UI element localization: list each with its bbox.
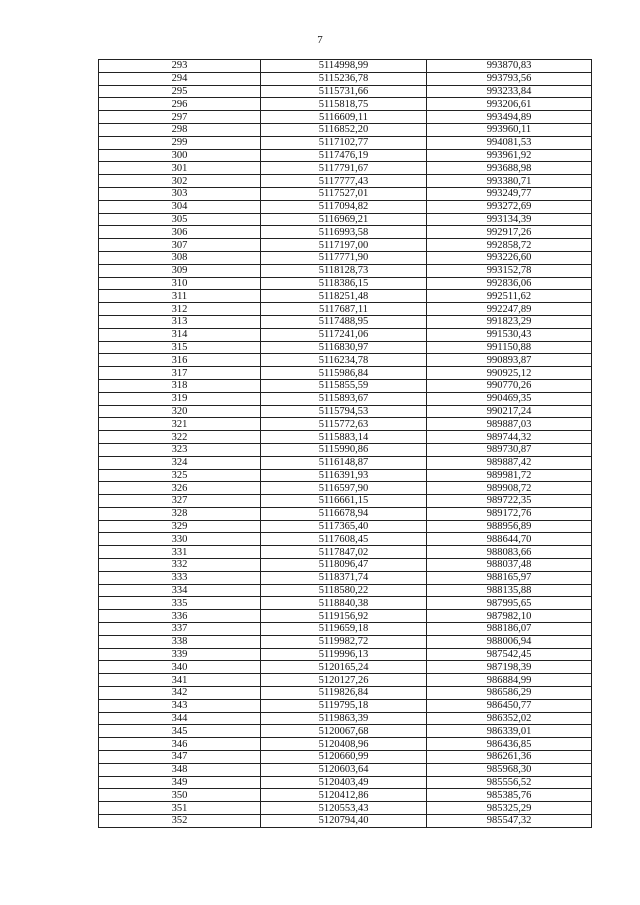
table-row <box>99 482 592 495</box>
coordinate-y-cell: 985556,52 <box>427 776 592 789</box>
point-number-cell: 293 <box>99 60 261 73</box>
table-row <box>99 136 592 149</box>
point-number-cell: 329 <box>99 520 261 533</box>
coordinate-x-cell: 5118128,73 <box>261 264 427 277</box>
table-row <box>99 712 592 725</box>
point-number-cell: 314 <box>99 328 261 341</box>
table-row <box>99 354 592 367</box>
coordinate-x-cell: 5119996,13 <box>261 648 427 661</box>
table-row <box>99 815 592 828</box>
table-row <box>99 495 592 508</box>
coordinate-x-cell: 5117094,82 <box>261 200 427 213</box>
table-row <box>99 72 592 85</box>
coordinate-y-cell: 986436,85 <box>427 738 592 751</box>
table-row <box>99 251 592 264</box>
coordinate-y-cell: 993688,98 <box>427 162 592 175</box>
coordinate-x-cell: 5115893,67 <box>261 392 427 405</box>
page-number: 7 <box>317 34 323 46</box>
coordinate-y-cell: 992858,72 <box>427 239 592 252</box>
coordinate-x-cell: 5117791,67 <box>261 162 427 175</box>
coordinate-x-cell: 5120603,64 <box>261 763 427 776</box>
coordinate-y-cell: 993960,11 <box>427 123 592 136</box>
coordinate-y-cell: 993870,83 <box>427 60 592 73</box>
coordinate-y-cell: 985547,32 <box>427 815 592 828</box>
coordinate-x-cell: 5117102,77 <box>261 136 427 149</box>
point-number-cell: 338 <box>99 635 261 648</box>
point-number-cell: 333 <box>99 571 261 584</box>
coordinate-y-cell: 990925,12 <box>427 367 592 380</box>
point-number-cell: 325 <box>99 469 261 482</box>
point-number-cell: 328 <box>99 507 261 520</box>
coordinate-y-cell: 988644,70 <box>427 533 592 546</box>
table-row <box>99 367 592 380</box>
coordinate-y-cell: 991823,29 <box>427 315 592 328</box>
coordinate-x-cell: 5116148,87 <box>261 456 427 469</box>
coordinate-y-cell: 986450,77 <box>427 699 592 712</box>
table-row <box>99 290 592 303</box>
coordinate-y-cell: 988037,48 <box>427 559 592 572</box>
coordinate-x-cell: 5117608,45 <box>261 533 427 546</box>
coordinate-x-cell: 5118096,47 <box>261 559 427 572</box>
coordinate-x-cell: 5118386,15 <box>261 277 427 290</box>
coordinate-y-cell: 988083,66 <box>427 546 592 559</box>
table-row <box>99 405 592 418</box>
point-number-cell: 323 <box>99 443 261 456</box>
point-number-cell: 308 <box>99 251 261 264</box>
coordinate-x-cell: 5116391,93 <box>261 469 427 482</box>
coordinate-y-cell: 989981,72 <box>427 469 592 482</box>
table-row <box>99 418 592 431</box>
table-row <box>99 98 592 111</box>
table-row <box>99 149 592 162</box>
point-number-cell: 321 <box>99 418 261 431</box>
point-number-cell: 343 <box>99 699 261 712</box>
table-row <box>99 175 592 188</box>
coordinate-x-cell: 5116661,15 <box>261 495 427 508</box>
table-row <box>99 661 592 674</box>
point-number-cell: 350 <box>99 789 261 802</box>
coordinate-y-cell: 993961,92 <box>427 149 592 162</box>
coordinate-x-cell: 5120403,49 <box>261 776 427 789</box>
coordinate-y-cell: 993793,56 <box>427 72 592 85</box>
table-row <box>99 789 592 802</box>
table-row <box>99 571 592 584</box>
coordinate-x-cell: 5119795,18 <box>261 699 427 712</box>
point-number-cell: 306 <box>99 226 261 239</box>
point-number-cell: 316 <box>99 354 261 367</box>
coordinate-x-cell: 5120660,99 <box>261 751 427 764</box>
table-row <box>99 725 592 738</box>
point-number-cell: 334 <box>99 584 261 597</box>
coordinate-y-cell: 993380,71 <box>427 175 592 188</box>
coordinate-x-cell: 5120794,40 <box>261 815 427 828</box>
point-number-cell: 342 <box>99 687 261 700</box>
point-number-cell: 299 <box>99 136 261 149</box>
coordinates-table-body <box>99 60 592 828</box>
coordinate-y-cell: 993233,84 <box>427 85 592 98</box>
coordinate-x-cell: 5115772,63 <box>261 418 427 431</box>
coordinate-x-cell: 5115990,86 <box>261 443 427 456</box>
point-number-cell: 313 <box>99 315 261 328</box>
coordinate-y-cell: 988165,97 <box>427 571 592 584</box>
coordinate-y-cell: 989722,35 <box>427 495 592 508</box>
coordinate-x-cell: 5115794,53 <box>261 405 427 418</box>
coordinate-y-cell: 993249,77 <box>427 187 592 200</box>
table-row <box>99 162 592 175</box>
coordinate-y-cell: 989744,32 <box>427 431 592 444</box>
table-row <box>99 776 592 789</box>
point-number-cell: 305 <box>99 213 261 226</box>
coordinate-y-cell: 991150,88 <box>427 341 592 354</box>
coordinate-y-cell: 989908,72 <box>427 482 592 495</box>
coordinate-y-cell: 993152,78 <box>427 264 592 277</box>
coordinate-x-cell: 5120553,43 <box>261 802 427 815</box>
table-row <box>99 264 592 277</box>
point-number-cell: 301 <box>99 162 261 175</box>
table-row <box>99 559 592 572</box>
coordinate-y-cell: 993272,69 <box>427 200 592 213</box>
coordinate-y-cell: 989172,76 <box>427 507 592 520</box>
table-row <box>99 226 592 239</box>
table-row <box>99 751 592 764</box>
point-number-cell: 298 <box>99 123 261 136</box>
point-number-cell: 296 <box>99 98 261 111</box>
table-row <box>99 623 592 636</box>
coordinate-x-cell: 5117777,43 <box>261 175 427 188</box>
table-row <box>99 111 592 124</box>
point-number-cell: 297 <box>99 111 261 124</box>
point-number-cell: 300 <box>99 149 261 162</box>
point-number-cell: 315 <box>99 341 261 354</box>
coordinate-y-cell: 990469,35 <box>427 392 592 405</box>
coordinate-y-cell: 989887,03 <box>427 418 592 431</box>
coordinate-x-cell: 5120412,86 <box>261 789 427 802</box>
coordinate-x-cell: 5115818,75 <box>261 98 427 111</box>
coordinate-x-cell: 5116609,11 <box>261 111 427 124</box>
coordinate-x-cell: 5114998,99 <box>261 60 427 73</box>
coordinates-table <box>98 59 592 828</box>
coordinate-y-cell: 994081,53 <box>427 136 592 149</box>
table-row <box>99 328 592 341</box>
coordinate-y-cell: 990893,87 <box>427 354 592 367</box>
table-row <box>99 431 592 444</box>
table-row <box>99 392 592 405</box>
coordinate-x-cell: 5117241,06 <box>261 328 427 341</box>
coordinate-y-cell: 991530,43 <box>427 328 592 341</box>
table-row <box>99 60 592 73</box>
coordinate-x-cell: 5116852,20 <box>261 123 427 136</box>
coordinate-x-cell: 5117771,90 <box>261 251 427 264</box>
point-number-cell: 348 <box>99 763 261 776</box>
coordinate-y-cell: 993226,60 <box>427 251 592 264</box>
table-row <box>99 763 592 776</box>
coordinate-y-cell: 986586,29 <box>427 687 592 700</box>
coordinate-y-cell: 988006,94 <box>427 635 592 648</box>
coordinate-x-cell: 5116678,94 <box>261 507 427 520</box>
table-row <box>99 187 592 200</box>
coordinate-y-cell: 987542,45 <box>427 648 592 661</box>
table-row <box>99 687 592 700</box>
coordinate-y-cell: 985325,29 <box>427 802 592 815</box>
coordinate-y-cell: 990217,24 <box>427 405 592 418</box>
table-row <box>99 738 592 751</box>
table-row <box>99 315 592 328</box>
coordinate-x-cell: 5115236,78 <box>261 72 427 85</box>
point-number-cell: 304 <box>99 200 261 213</box>
point-number-cell: 332 <box>99 559 261 572</box>
point-number-cell: 346 <box>99 738 261 751</box>
coordinate-x-cell: 5118840,38 <box>261 597 427 610</box>
coordinate-y-cell: 987198,39 <box>427 661 592 674</box>
coordinate-x-cell: 5120408,96 <box>261 738 427 751</box>
coordinate-x-cell: 5119156,92 <box>261 610 427 623</box>
table-row <box>99 123 592 136</box>
coordinate-x-cell: 5116234,78 <box>261 354 427 367</box>
point-number-cell: 349 <box>99 776 261 789</box>
coordinate-y-cell: 988956,89 <box>427 520 592 533</box>
coordinate-y-cell: 986884,99 <box>427 674 592 687</box>
coordinate-x-cell: 5117687,11 <box>261 303 427 316</box>
coordinate-x-cell: 5118580,22 <box>261 584 427 597</box>
point-number-cell: 319 <box>99 392 261 405</box>
table-row <box>99 533 592 546</box>
coordinate-y-cell: 986352,02 <box>427 712 592 725</box>
coordinate-y-cell: 989730,87 <box>427 443 592 456</box>
table-row <box>99 85 592 98</box>
point-number-cell: 330 <box>99 533 261 546</box>
coordinate-y-cell: 993134,39 <box>427 213 592 226</box>
table-row <box>99 584 592 597</box>
point-number-cell: 294 <box>99 72 261 85</box>
coordinate-x-cell: 5115986,84 <box>261 367 427 380</box>
coordinate-x-cell: 5116830,97 <box>261 341 427 354</box>
coordinate-x-cell: 5117476,19 <box>261 149 427 162</box>
coordinate-y-cell: 993494,89 <box>427 111 592 124</box>
point-number-cell: 337 <box>99 623 261 636</box>
table-row <box>99 213 592 226</box>
point-number-cell: 311 <box>99 290 261 303</box>
table-row <box>99 303 592 316</box>
coordinate-y-cell: 992511,62 <box>427 290 592 303</box>
table-row <box>99 379 592 392</box>
point-number-cell: 312 <box>99 303 261 316</box>
point-number-cell: 352 <box>99 815 261 828</box>
coordinate-y-cell: 989887,42 <box>427 456 592 469</box>
point-number-cell: 327 <box>99 495 261 508</box>
coordinate-y-cell: 988186,07 <box>427 623 592 636</box>
point-number-cell: 307 <box>99 239 261 252</box>
point-number-cell: 324 <box>99 456 261 469</box>
point-number-cell: 335 <box>99 597 261 610</box>
point-number-cell: 295 <box>99 85 261 98</box>
table-row <box>99 507 592 520</box>
coordinate-x-cell: 5116597,90 <box>261 482 427 495</box>
coordinate-x-cell: 5116969,21 <box>261 213 427 226</box>
table-row <box>99 239 592 252</box>
coordinate-y-cell: 988135,88 <box>427 584 592 597</box>
coordinate-y-cell: 993206,61 <box>427 98 592 111</box>
table-row <box>99 610 592 623</box>
coordinate-x-cell: 5118371,74 <box>261 571 427 584</box>
coordinate-x-cell: 5118251,48 <box>261 290 427 303</box>
coordinate-y-cell: 992917,26 <box>427 226 592 239</box>
coordinate-x-cell: 5115883,14 <box>261 431 427 444</box>
point-number-cell: 339 <box>99 648 261 661</box>
coordinate-x-cell: 5119982,72 <box>261 635 427 648</box>
point-number-cell: 309 <box>99 264 261 277</box>
point-number-cell: 345 <box>99 725 261 738</box>
coordinate-y-cell: 987995,65 <box>427 597 592 610</box>
point-number-cell: 331 <box>99 546 261 559</box>
coordinate-x-cell: 5120067,68 <box>261 725 427 738</box>
table-row <box>99 699 592 712</box>
table-row <box>99 635 592 648</box>
coordinate-x-cell: 5117847,02 <box>261 546 427 559</box>
table-row <box>99 802 592 815</box>
point-number-cell: 317 <box>99 367 261 380</box>
table-row <box>99 674 592 687</box>
point-number-cell: 351 <box>99 802 261 815</box>
point-number-cell: 326 <box>99 482 261 495</box>
table-row <box>99 597 592 610</box>
coordinate-x-cell: 5115731,66 <box>261 85 427 98</box>
point-number-cell: 303 <box>99 187 261 200</box>
point-number-cell: 336 <box>99 610 261 623</box>
coordinate-x-cell: 5116993,58 <box>261 226 427 239</box>
table-row <box>99 469 592 482</box>
coordinate-x-cell: 5115855,59 <box>261 379 427 392</box>
table-row <box>99 443 592 456</box>
point-number-cell: 302 <box>99 175 261 188</box>
coordinate-x-cell: 5117527,01 <box>261 187 427 200</box>
point-number-cell: 318 <box>99 379 261 392</box>
coordinate-y-cell: 992836,06 <box>427 277 592 290</box>
point-number-cell: 344 <box>99 712 261 725</box>
coordinate-x-cell: 5117488,95 <box>261 315 427 328</box>
point-number-cell: 310 <box>99 277 261 290</box>
point-number-cell: 347 <box>99 751 261 764</box>
point-number-cell: 320 <box>99 405 261 418</box>
table-row <box>99 546 592 559</box>
coordinate-y-cell: 985385,76 <box>427 789 592 802</box>
coordinate-y-cell: 985968,30 <box>427 763 592 776</box>
coordinate-y-cell: 986339,01 <box>427 725 592 738</box>
table-row <box>99 200 592 213</box>
coordinate-x-cell: 5119826,84 <box>261 687 427 700</box>
table-row <box>99 648 592 661</box>
point-number-cell: 340 <box>99 661 261 674</box>
coordinate-x-cell: 5120127,26 <box>261 674 427 687</box>
table-row <box>99 456 592 469</box>
coordinate-y-cell: 992247,89 <box>427 303 592 316</box>
point-number-cell: 322 <box>99 431 261 444</box>
table-row <box>99 341 592 354</box>
coordinate-y-cell: 986261,36 <box>427 751 592 764</box>
table-row <box>99 277 592 290</box>
coordinate-x-cell: 5117197,00 <box>261 239 427 252</box>
table-row <box>99 520 592 533</box>
coordinate-y-cell: 990770,26 <box>427 379 592 392</box>
coordinate-x-cell: 5117365,40 <box>261 520 427 533</box>
point-number-cell: 341 <box>99 674 261 687</box>
coordinate-x-cell: 5119659,18 <box>261 623 427 636</box>
coordinate-x-cell: 5120165,24 <box>261 661 427 674</box>
coordinate-y-cell: 987982,10 <box>427 610 592 623</box>
coordinate-x-cell: 5119863,39 <box>261 712 427 725</box>
